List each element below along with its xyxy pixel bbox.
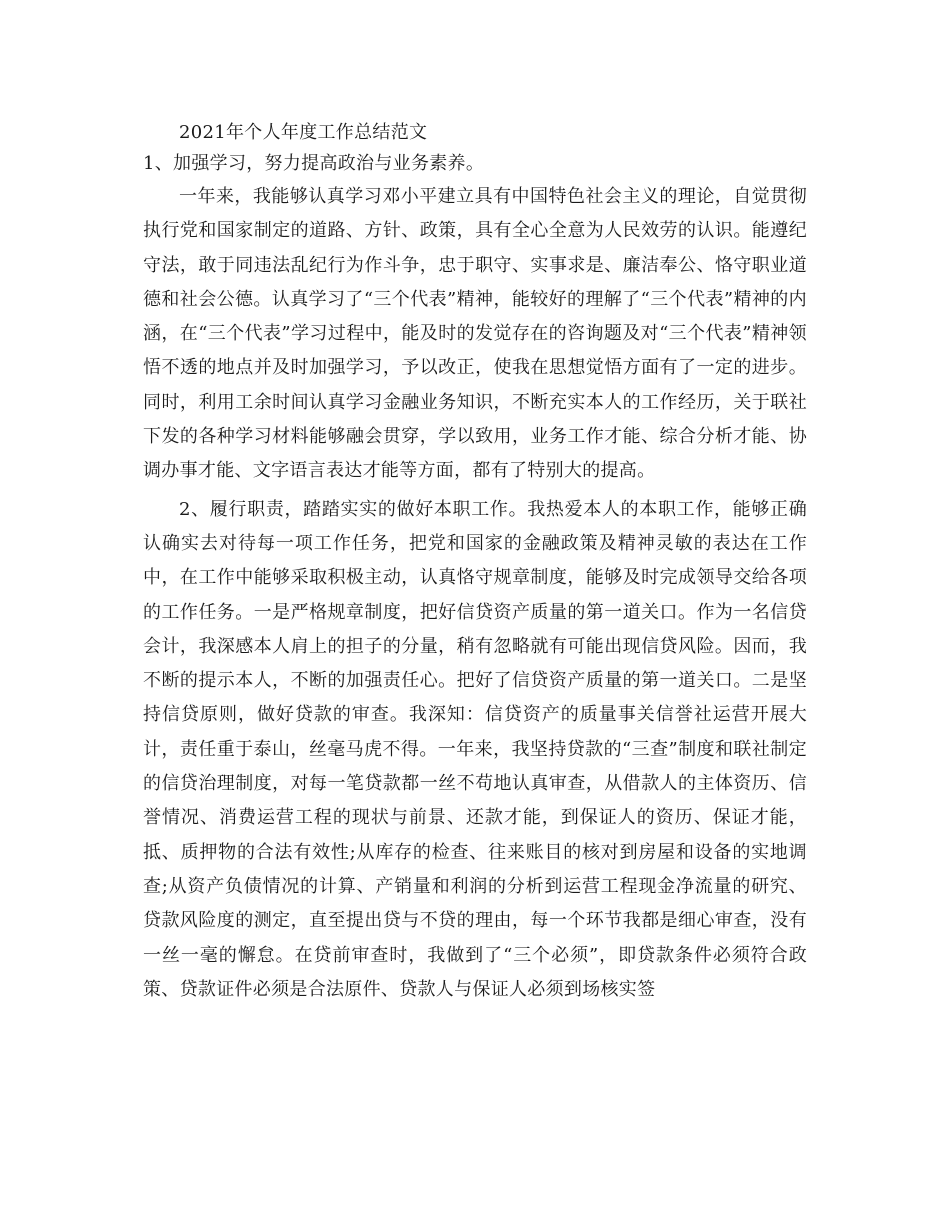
section-heading: 1、加强学习，努力提高政治与业务素养。 bbox=[143, 153, 485, 174]
paragraph-study: 一年来，我能够认真学习邓小平建立具有中国特色社会主义的理论，自觉贯彻执行党和国家制定的道路、方针、政策，具有全心全意为人民效劳的认识。能遵纪守法，敢于同违法乱纪行为作斗争，忠于职守、实事求是、廉洁奉公、恪守职业道德和社会公德。认真学习了“三个代表”精神，能较好的理解了“三个代表”精神的内涵，在“三个代表”学习过程中，能及时的发觉存在的咨询题及对“三个代表”精神领悟不透的地点并及时加强学习，予以改正，使我在思想觉悟方面有了一定的进步。同时，利用工余时间认真学习金融业务知识，不断充实本人的工作经历，关于联社下发的各种学习材料能够融会贯穿，学以致用，业务工作才能、综合分析才能、协调办事才能、文字语言表达才能等方面，都有了特别大的提高。 bbox=[143, 186, 807, 482]
paragraph-duties: 2、履行职责，踏踏实实的做好本职工作。我热爱本人的本职工作，能够正确认确实去对待每一项工作任务，把党和国家的金融政策及精神灵敏的表达在工作中，在工作中能够采取积极主动，认真恪守规章制度，能够及时完成领导交给各项的工作任务。一是严格规章制度，把好信贷资产质量的第一道关口。作为一名信贷会计，我深感本人肩上的担子的分量，稍有忽略就有可能出现信贷风险。因而，我不断的提示本人，不断的加强责任心。把好了信贷资产质量的第一道关口。二是坚持信贷原则，做好贷款的审查。我深知：信贷资产的质量事关信誉社运营开展大计，责任重于泰山，丝毫马虎不得。一年来，我坚持贷款的“三查”制度和联社制定的信贷治理制度，对每一笔贷款都一丝不苟地认真审查，从借款人的主体资历、信誉情况、消费运营工程的现状与前景、还款才能，到保证人的资历、保证才能，抵、质押物的合法有效性;从库存的检查、往来账目的核对到房屋和设备的实地调查;从资产负债情况的计算、产销量和利润的分析到运营工程现金净流量的研究、贷款风险度的测定，直至提出贷与不贷的理由，每一个环节我都是细心审查，没有一丝一毫的懈怠。在贷前审查时，我做到了“三个必须”，即贷款条件必须符合政策、贷款证件必须是合法原件、贷款人与保证人必须到场核实签 bbox=[143, 498, 807, 1000]
document-title: 2021年个人年度工作总结范文 bbox=[179, 122, 428, 143]
document-body bbox=[143, 118, 807, 1011]
